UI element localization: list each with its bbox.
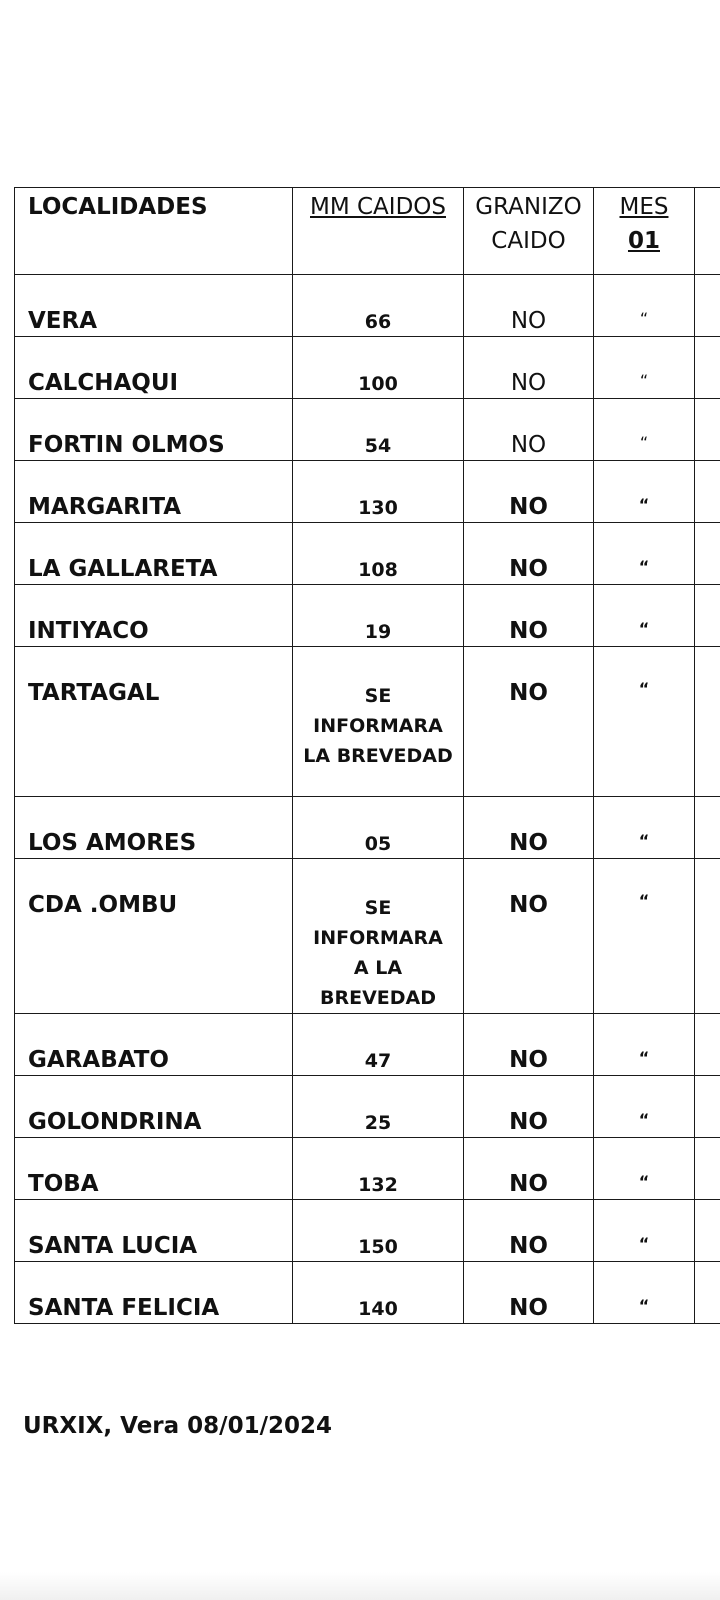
cell-mes-text: “: [638, 1172, 650, 1191]
cell-granizo-text: NO: [510, 370, 547, 396]
cell-granizo: [464, 1200, 594, 1262]
header-mm-caidos-label: MM CAIDOS: [310, 194, 446, 220]
cell-mes: [594, 523, 695, 585]
cell-mes: [594, 1200, 695, 1262]
cell-localidad-text: LOS AMORES: [28, 830, 197, 856]
cell-localidad: [15, 1200, 293, 1262]
cell-granizo-text: NO: [509, 494, 548, 520]
cell-mes-text: “: [638, 891, 650, 910]
cell-cut-column: [695, 523, 720, 585]
cell-granizo: [464, 399, 594, 461]
cell-mm-caidos-text: 05: [364, 833, 392, 855]
cell-mm-caidos: [293, 647, 464, 797]
cell-mm-caidos: [293, 1014, 464, 1076]
header-mes-line1: MES: [619, 194, 669, 220]
table-row: [15, 461, 720, 523]
cell-localidad-text: CDA .OMBU: [28, 892, 178, 918]
cell-mes: [594, 1138, 695, 1200]
cell-mes-text: “: [638, 1110, 650, 1129]
cell-granizo: [464, 1262, 594, 1324]
cell-mes-text: “: [638, 619, 650, 638]
cell-mes-text: “: [638, 679, 650, 698]
cell-mm-caidos: [293, 1200, 464, 1262]
cell-localidad: [15, 1014, 293, 1076]
cell-localidad: [15, 399, 293, 461]
cell-mes-text: “: [638, 557, 650, 576]
cell-localidad-text: MARGARITA: [28, 494, 182, 520]
cell-cut-column: [695, 399, 720, 461]
cell-cut-column: [695, 585, 720, 647]
cell-cut-column: [695, 1014, 720, 1076]
header-mm-caidos: [293, 188, 464, 275]
cell-cut-column: [695, 1138, 720, 1200]
cell-mes: [594, 1262, 695, 1324]
cell-granizo: [464, 647, 594, 797]
table-row: [15, 523, 720, 585]
cell-mes-text: “: [639, 309, 649, 328]
table-row: [15, 1262, 720, 1324]
cell-granizo: [464, 275, 594, 337]
cell-localidad-text: GARABATO: [28, 1047, 169, 1073]
cell-localidad-text: TARTAGAL: [28, 680, 160, 706]
cell-mes-text: “: [638, 831, 650, 850]
table-row: [15, 1076, 720, 1138]
cell-cut-column: [695, 337, 720, 399]
cell-mes: [594, 461, 695, 523]
cell-mm-caidos: [293, 275, 464, 337]
cell-mm-caidos-text: 19: [364, 621, 392, 643]
cell-localidad: [15, 647, 293, 797]
cell-mm-caidos-text: 132: [358, 1174, 398, 1196]
table-row: [15, 1138, 720, 1200]
cell-granizo-text: NO: [509, 680, 548, 706]
cell-mm-caidos-text: 108: [358, 559, 398, 581]
cell-cut-column: [695, 647, 720, 797]
cell-granizo-text: NO: [510, 308, 547, 334]
cell-mes-text: “: [638, 1048, 650, 1067]
cell-localidad: [15, 797, 293, 859]
cell-mm-caidos: [293, 523, 464, 585]
header-granizo-caido: [464, 188, 594, 275]
cell-mes-text: “: [639, 433, 649, 452]
cell-mm-caidos: [293, 399, 464, 461]
cell-mes-text: “: [638, 1234, 650, 1253]
cell-mm-caidos-text: SE INFORMARA LA BREVEDAD: [303, 685, 453, 767]
cell-mes: [594, 1076, 695, 1138]
cell-mes: [594, 399, 695, 461]
cell-mm-caidos-text: 47: [364, 1050, 392, 1072]
cell-mm-caidos-text: 100: [358, 373, 398, 395]
cell-localidad: [15, 275, 293, 337]
cell-mm-caidos-text: SE INFORMARA A LA BREVEDAD: [313, 897, 443, 1009]
cell-mm-caidos: [293, 797, 464, 859]
header-granizo-line2: CAIDO: [491, 228, 566, 254]
cell-granizo-text: NO: [509, 1171, 548, 1197]
cell-mes: [594, 1014, 695, 1076]
header-mes: [594, 188, 695, 275]
bottom-edge-shade: [0, 1572, 720, 1600]
cell-localidad-text: FORTIN OLMOS: [28, 432, 225, 458]
cell-granizo-text: NO: [509, 892, 548, 918]
cell-localidad-text: GOLONDRINA: [28, 1109, 202, 1135]
cell-mm-caidos-text: 140: [358, 1298, 398, 1320]
cell-mes-text: “: [639, 371, 649, 390]
cell-mm-caidos-text: 66: [364, 311, 392, 333]
cell-granizo-text: NO: [510, 432, 547, 458]
cell-granizo: [464, 337, 594, 399]
cell-localidad: [15, 859, 293, 1014]
cell-localidad-text: CALCHAQUI: [28, 370, 179, 396]
cell-granizo: [464, 1138, 594, 1200]
cell-mm-caidos: [293, 585, 464, 647]
header-granizo-line1: GRANIZO: [475, 194, 582, 220]
cell-mm-caidos: [293, 859, 464, 1014]
cell-mes: [594, 337, 695, 399]
cell-cut-column: [695, 1262, 720, 1324]
cell-cut-column: [695, 275, 720, 337]
cell-mes: [594, 647, 695, 797]
cell-localidad: [15, 1262, 293, 1324]
cell-localidad: [15, 461, 293, 523]
cell-localidad: [15, 337, 293, 399]
cell-cut-column: [695, 1200, 720, 1262]
cell-granizo: [464, 1014, 594, 1076]
cell-cut-column: [695, 461, 720, 523]
table-header-row: [15, 188, 720, 275]
cell-localidad: [15, 1076, 293, 1138]
cell-localidad: [15, 1138, 293, 1200]
cell-mes-text: “: [638, 1296, 650, 1315]
cell-mm-caidos: [293, 337, 464, 399]
cell-granizo-text: NO: [509, 1109, 548, 1135]
cell-granizo: [464, 1076, 594, 1138]
footer-signature: URXIX, Vera 08/01/2024: [23, 1413, 332, 1439]
header-localidades: LOCALIDADES: [15, 188, 293, 275]
table-row: [15, 797, 720, 859]
cell-granizo-text: NO: [509, 1295, 548, 1321]
cell-mes: [594, 797, 695, 859]
cell-mm-caidos-text: 130: [358, 497, 398, 519]
table-row: [15, 1200, 720, 1262]
cell-mm-caidos-text: 54: [364, 435, 392, 457]
table-row: [15, 337, 720, 399]
cell-cut-column: [695, 859, 720, 1014]
cell-granizo-text: NO: [509, 1233, 548, 1259]
cell-cut-column: [695, 797, 720, 859]
table-body: [15, 275, 720, 1324]
cell-granizo-text: NO: [509, 618, 548, 644]
header-cut-column: [695, 188, 720, 275]
cell-localidad-text: TOBA: [28, 1171, 99, 1197]
cell-granizo-text: NO: [509, 1047, 548, 1073]
cell-mm-caidos: [293, 1076, 464, 1138]
cell-mm-caidos: [293, 1138, 464, 1200]
table-row: [15, 1014, 720, 1076]
cell-mm-caidos: [293, 461, 464, 523]
table-row: [15, 399, 720, 461]
table-row: [15, 859, 720, 1014]
table-row: [15, 647, 720, 797]
cell-mm-caidos-text: 150: [358, 1236, 398, 1258]
cell-granizo-text: NO: [509, 830, 548, 856]
cell-localidad-text: INTIYACO: [28, 618, 149, 644]
cell-localidad: [15, 585, 293, 647]
cell-granizo: [464, 461, 594, 523]
cell-mm-caidos: [293, 1262, 464, 1324]
table-row: [15, 275, 720, 337]
cell-mes: [594, 859, 695, 1014]
cell-localidad-text: SANTA FELICIA: [28, 1295, 220, 1321]
cell-granizo: [464, 585, 594, 647]
cell-localidad: [15, 523, 293, 585]
cell-cut-column: [695, 1076, 720, 1138]
header-mes-line2: 01: [627, 228, 660, 254]
cell-mm-caidos-text: 25: [364, 1112, 392, 1134]
cell-granizo: [464, 797, 594, 859]
cell-granizo: [464, 859, 594, 1014]
rainfall-table: [14, 187, 720, 1324]
cell-mes: [594, 275, 695, 337]
cell-granizo-text: NO: [509, 556, 548, 582]
cell-localidad-text: SANTA LUCIA: [28, 1233, 198, 1259]
cell-localidad-text: VERA: [28, 308, 98, 334]
cell-mes-text: “: [638, 495, 650, 514]
cell-granizo: [464, 523, 594, 585]
table-row: [15, 585, 720, 647]
cell-mes: [594, 585, 695, 647]
cell-localidad-text: LA GALLARETA: [28, 556, 218, 582]
